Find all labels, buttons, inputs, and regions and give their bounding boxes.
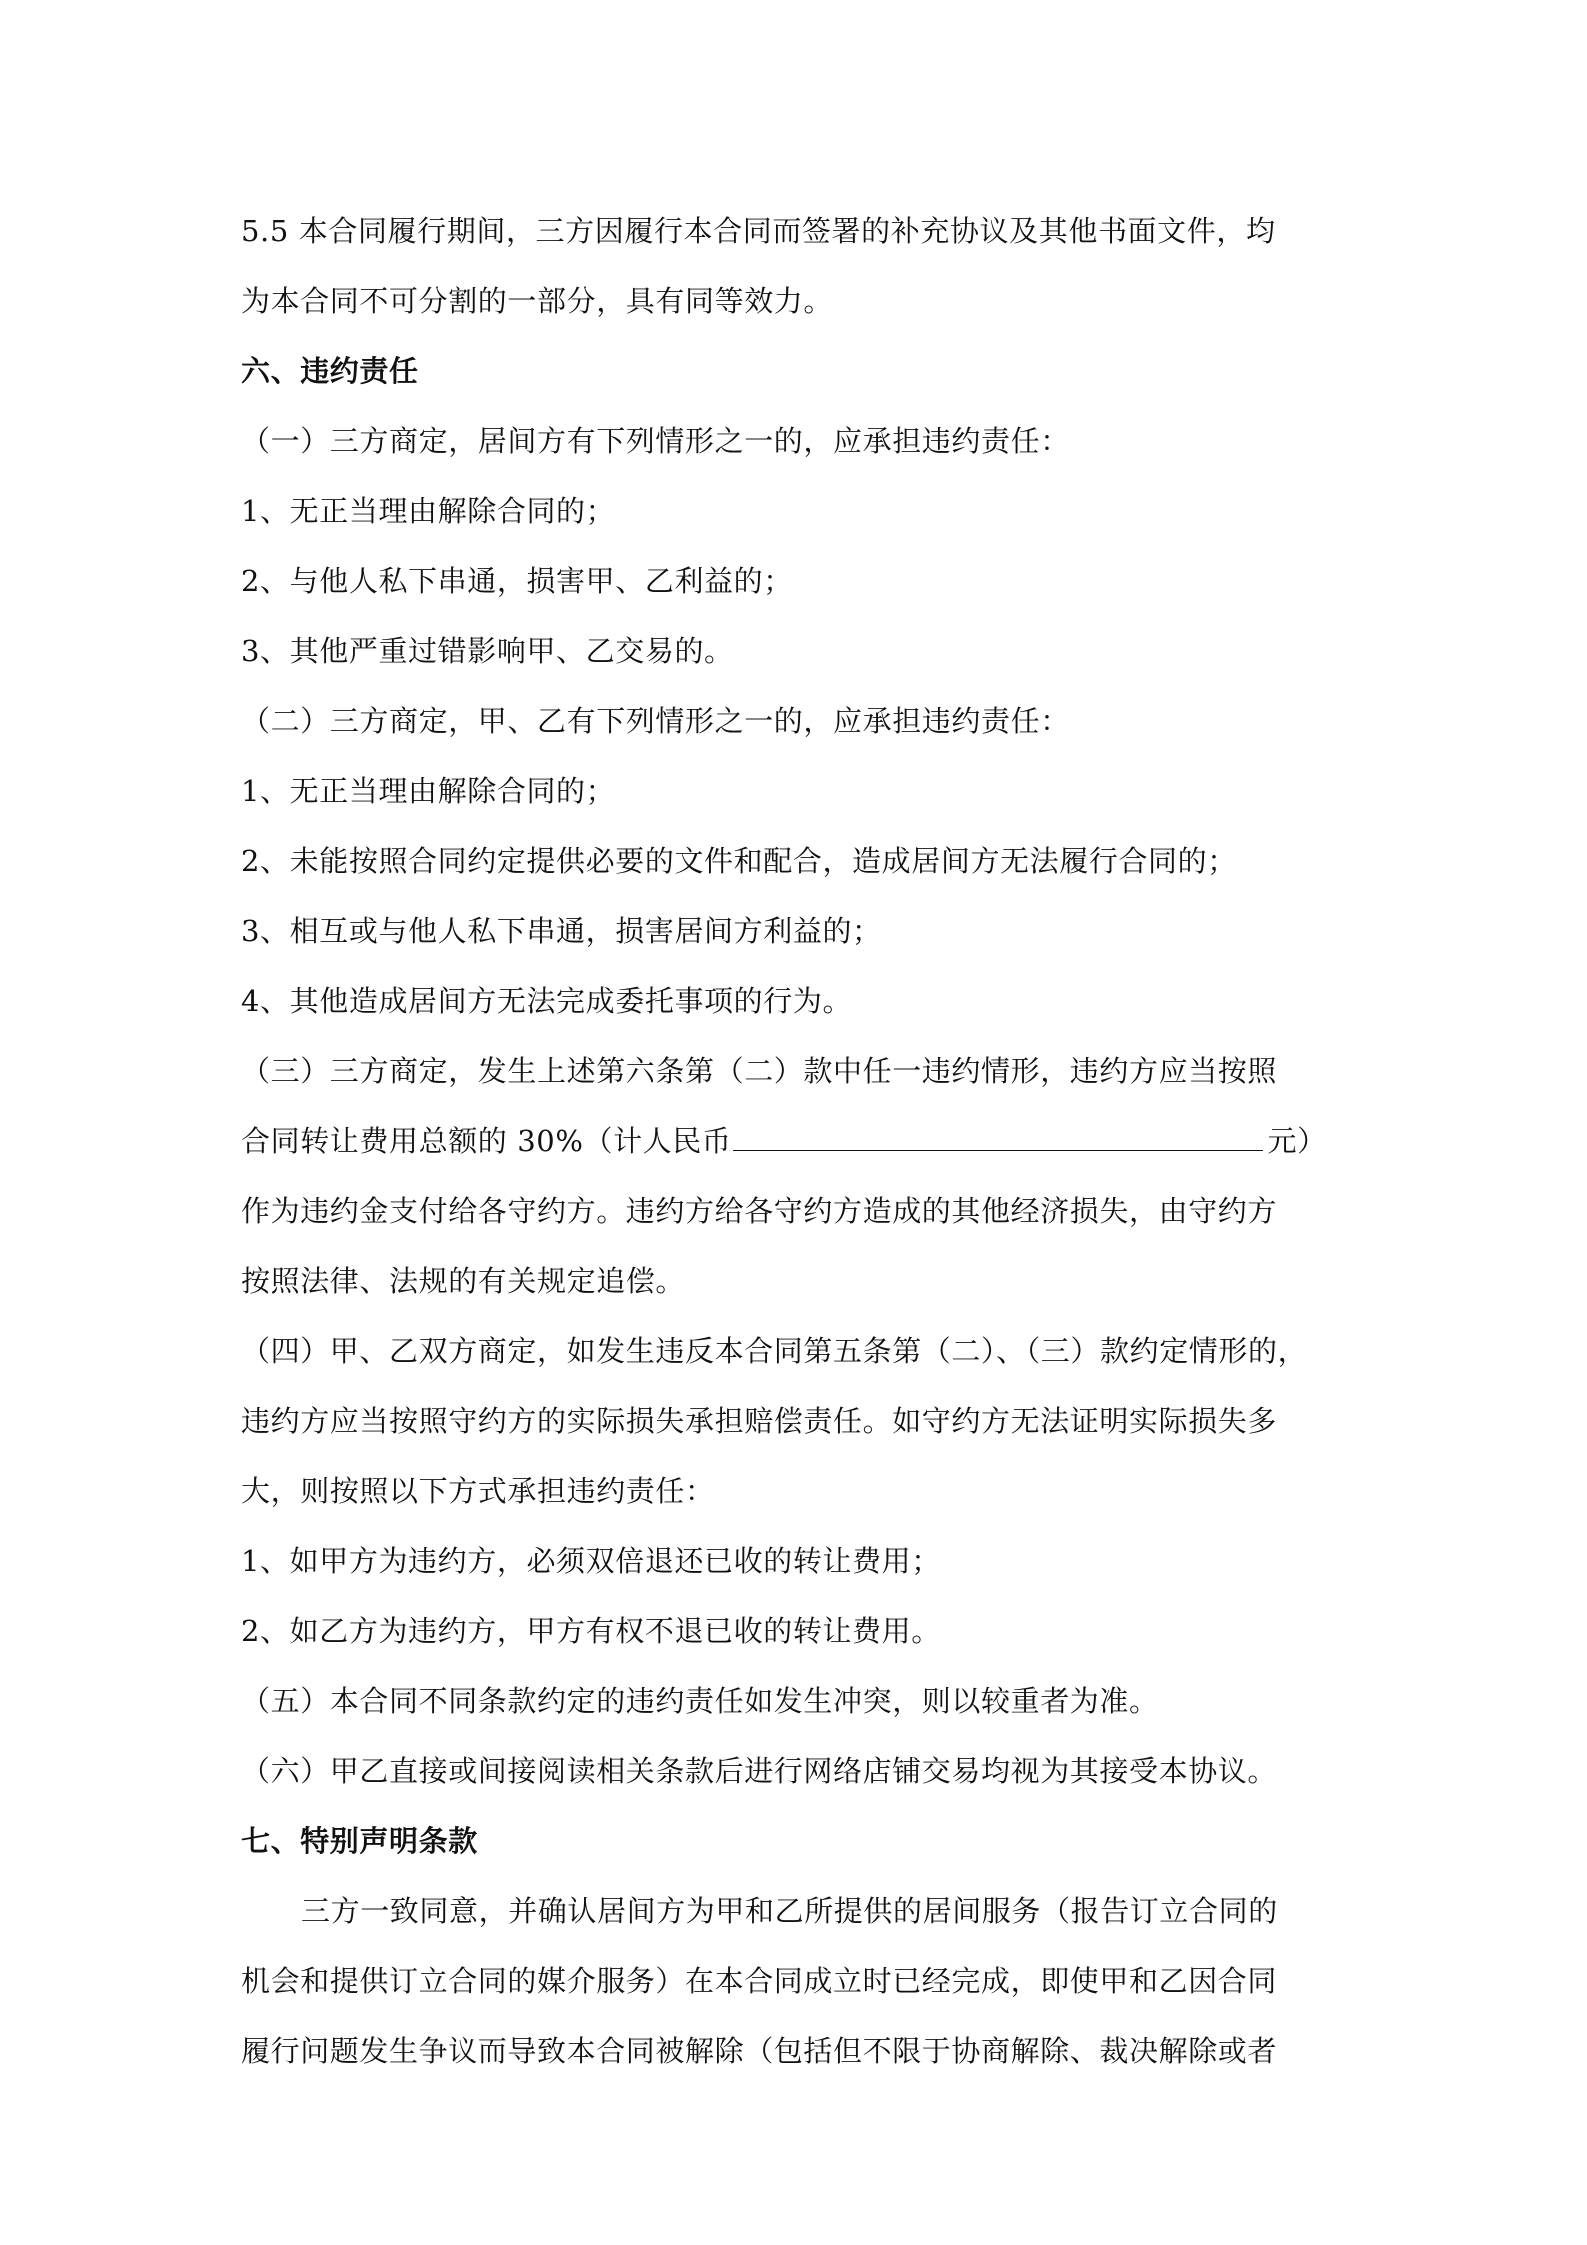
paragraph-4-line-2: 违约方应当按照守约方的实际损失承担赔偿责任。如守约方无法证明实际损失多 xyxy=(241,1404,1278,1438)
paragraph-4-line-1: （四）甲、乙双方商定，如发生违反本合同第五条第（二）、（三）款约定情形的， xyxy=(241,1334,1308,1368)
special-statement-line-3: 履行问题发生争议而导致本合同被解除（包括但不限于协商解除、裁决解除或者 xyxy=(241,2034,1278,2068)
clause-5-5-line-1: 5.5 本合同履行期间，三方因履行本合同而签署的补充协议及其他书面文件，均 xyxy=(241,214,1276,248)
paragraph-3-line-3: 作为违约金支付给各守约方。违约方给各守约方造成的其他经济损失，由守约方 xyxy=(241,1194,1278,1228)
paragraph-2-intro: （二）三方商定，甲、乙有下列情形之一的，应承担违约责任： xyxy=(241,704,1070,738)
list-item: 2、如乙方为违约方，甲方有权不退已收的转让费用。 xyxy=(241,1614,941,1648)
list-item: 2、与他人私下串通，损害甲、乙利益的； xyxy=(241,564,793,598)
paragraph-4-line-3: 大，则按照以下方式承担违约责任： xyxy=(241,1474,715,1508)
section-heading-breach-liability: 六、违约责任 xyxy=(241,354,419,388)
list-item: 1、无正当理由解除合同的； xyxy=(241,774,616,808)
section-heading-special-statement: 七、特别声明条款 xyxy=(241,1824,478,1858)
paragraph-5: （五）本合同不同条款约定的违约责任如发生冲突，则以较重者为准。 xyxy=(241,1684,1159,1718)
amount-text-after: 元） xyxy=(1267,1124,1327,1158)
paragraph-3-line-4: 按照法律、法规的有关规定追偿。 xyxy=(241,1264,686,1298)
list-item: 2、未能按照合同约定提供必要的文件和配合，造成居间方无法履行合同的； xyxy=(241,844,1237,878)
paragraph-1-intro: （一）三方商定，居间方有下列情形之一的，应承担违约责任： xyxy=(241,424,1070,458)
paragraph-3-line-1: （三）三方商定，发生上述第六条第（二）款中任一违约情形，违约方应当按照 xyxy=(241,1054,1278,1088)
paragraph-3-line-2 xyxy=(241,1106,1356,1176)
list-item: 3、其他严重过错影响甲、乙交易的。 xyxy=(241,634,734,668)
special-statement-line-1: 三方一致同意，并确认居间方为甲和乙所提供的居间服务（报告订立合同的 xyxy=(301,1894,1278,1928)
clause-5-5-line-2: 为本合同不可分割的一部分，具有同等效力。 xyxy=(241,284,834,318)
list-item: 4、其他造成居间方无法完成委托事项的行为。 xyxy=(241,984,853,1018)
list-item: 1、无正当理由解除合同的； xyxy=(241,494,616,528)
document-body xyxy=(241,196,1356,2086)
list-item: 1、如甲方为违约方，必须双倍退还已收的转让费用； xyxy=(241,1544,941,1578)
list-item: 3、相互或与他人私下串通，损害居间方利益的； xyxy=(241,914,882,948)
amount-blank-field xyxy=(733,1124,1263,1151)
special-statement-line-2: 机会和提供订立合同的媒介服务）在本合同成立时已经完成，即使甲和乙因合同 xyxy=(241,1964,1278,1998)
amount-text-before: 合同转让费用总额的 30%（计人民币 xyxy=(241,1124,732,1158)
paragraph-6: （六）甲乙直接或间接阅读相关条款后进行网络店铺交易均视为其接受本协议。 xyxy=(241,1754,1278,1788)
